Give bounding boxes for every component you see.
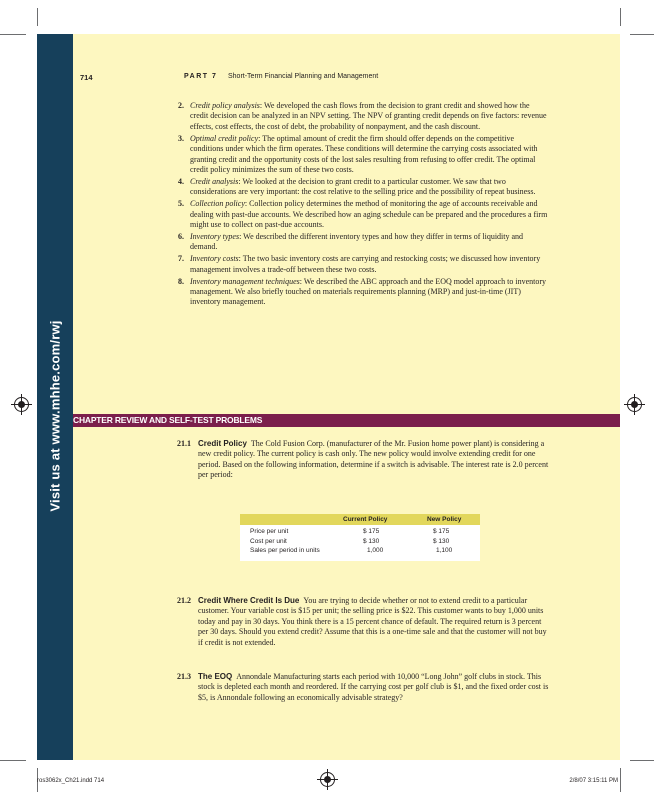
chapter-summary-list <box>178 101 548 309</box>
credit-policy-table <box>240 514 480 561</box>
summary-item: 3. Optimal credit policy: The optimal amount of credit the firm should offer depends on the competitive conditions under which the firm operates. These conditions will determine the carrying costs associated with granting credit and the opportunity costs of the lost sales resulting from refusing to offer credit. The optimal credit policy minimizes the sum of these two costs. <box>178 133 538 174</box>
crop-mark <box>0 34 26 35</box>
crop-mark <box>630 34 654 35</box>
summary-item: 7. Inventory costs: The two basic inventory costs are carrying and restocking costs; we discussed how inventory management involves a trade-off between these two costs. <box>178 254 541 274</box>
problem-number: 21.2 <box>177 596 191 605</box>
registration-mark-icon <box>627 397 642 412</box>
problem-title: The EOQ <box>198 672 233 681</box>
crop-mark <box>630 760 654 761</box>
table-row: Price per unit $ 175 $ 175 <box>250 528 450 535</box>
sidebar <box>37 34 73 760</box>
registration-mark-icon <box>14 397 29 412</box>
part-label: PART 7 <box>184 73 218 80</box>
problem-text: You are trying to decide whether or not to extend credit to a particular customer. Your variable cost is $15 per unit; the selling price is $22. This customer wants to buy 1,000 units today and pay in 30 days. You think there is a 15 percent chance of default. The required return is 3 percent per 30 days. Should you extend credit? Assume that this is a one-time sale and that the customer will not buy if credit is not extended. <box>198 596 547 647</box>
problem-21-2 <box>177 596 552 648</box>
table-row: Sales per period in units 1,000 1,100 <box>250 547 453 554</box>
problem-21-1 <box>177 439 552 481</box>
section-heading-band <box>73 414 620 427</box>
problem-21-3 <box>177 672 552 703</box>
section-heading: CHAPTER REVIEW AND SELF-TEST PROBLEMS <box>73 415 263 425</box>
crop-mark <box>620 8 621 26</box>
page <box>37 34 620 760</box>
summary-item: 2. Credit policy analysis: We developed the cash flows from the decision to grant credit and showed how the credit decision can be analyzed in an NPV setting. The NPV of granting credit depends on five factors: revenue effects, cost effects, the cost of debt, the probability of nonpayment, and the cash discount. <box>178 101 547 131</box>
summary-item: 6. Inventory types: We described the different inventory types and how they differ in terms of liquidity and demand. <box>178 231 524 252</box>
problem-text: Annondale Manufacturing starts each period with 10,000 “Long John” golf clubs in stock. This stock is depleted each month and reordered. If the carrying cost per golf club is $1, and the fixed order cost is $5, is Annondale following an economically advisable strategy? <box>198 672 549 702</box>
slug-file: ros3062x_Ch21.indd 714 <box>37 778 105 784</box>
crop-mark <box>620 768 621 792</box>
registration-mark-icon <box>320 772 335 787</box>
slug-timestamp: 2/8/07 3:15:11 PM <box>569 778 618 784</box>
problem-number: 21.3 <box>177 672 191 681</box>
problem-text: The Cold Fusion Corp. (manufacturer of the Mr. Fusion home power plant) is considering a new credit policy. The current policy is cash only. The new policy would involve extending credit for one period. Based on the following information, determine if a switch is advisable. The interest rate is 2.0 percent per period: <box>198 439 549 480</box>
summary-item: 4. Credit analysis: We looked at the decision to grant credit to a particular customer. We saw that two considerations are very important: the cost relative to the selling price and the possibility of repeat business. <box>178 176 536 197</box>
problem-title: Credit Policy <box>198 439 247 448</box>
part-title: Short-Term Financial Planning and Management <box>228 73 379 80</box>
problem-title: Credit Where Credit Is Due <box>198 596 300 605</box>
column-header-current: Current Policy <box>343 516 388 523</box>
table-header <box>240 514 480 525</box>
crop-mark <box>37 8 38 26</box>
column-header-new: New Policy <box>427 516 462 523</box>
summary-item: 5. Collection policy: Collection policy determines the method of monitoring the age of accounts receivable and dealing with past-due accounts. We described how an aging schedule can be prepared and the procedures a firm might use to collect on past-due accounts. <box>178 199 548 229</box>
page-number: 714 <box>80 73 93 82</box>
summary-item: 8. Inventory management techniques: We described the ABC approach and the EOQ model approach to inventory management. We also briefly touched on materials requirements planning (MRP) and just-in-time (JIT) inventory management. <box>178 276 546 307</box>
sidebar-url-text: Visit us at www.mhhe.com/rwj <box>47 320 63 512</box>
table-row: Cost per unit $ 130 $ 130 <box>250 537 450 545</box>
crop-mark <box>0 760 26 761</box>
problem-number: 21.1 <box>177 439 191 448</box>
